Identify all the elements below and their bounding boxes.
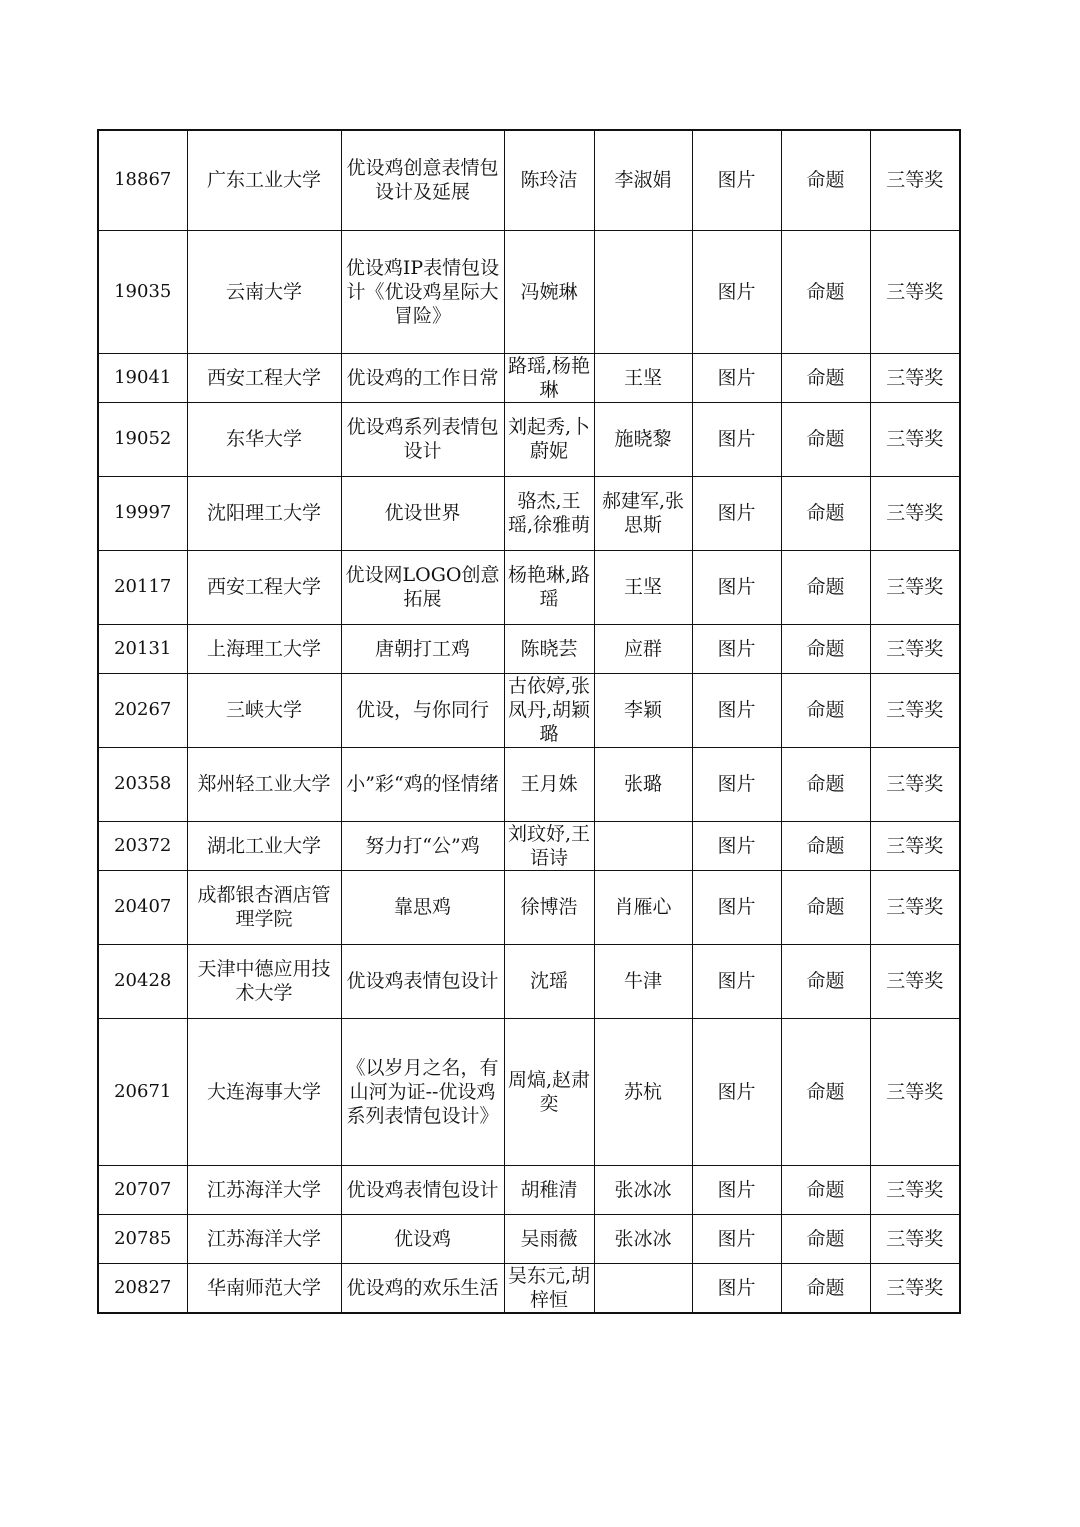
cell-advisor: 郝建军,张思斯 xyxy=(594,476,692,550)
cell-category: 命题 xyxy=(781,550,870,624)
cell-award: 三等奖 xyxy=(870,747,960,821)
cell-advisor: 王坚 xyxy=(594,353,692,402)
cell-id: 19041 xyxy=(98,353,187,402)
table-row xyxy=(98,747,960,821)
cell-id: 20372 xyxy=(98,821,187,870)
cell-authors: 胡稚清 xyxy=(504,1165,594,1214)
cell-title: 小”彩“鸡的怪情绪 xyxy=(341,747,504,821)
cell-school: 上海理工大学 xyxy=(187,624,341,673)
cell-award: 三等奖 xyxy=(870,230,960,353)
cell-advisor xyxy=(594,230,692,353)
cell-type: 图片 xyxy=(692,1263,781,1313)
cell-authors: 刘起秀,卜蔚妮 xyxy=(504,402,594,476)
cell-title: 优设鸡 xyxy=(341,1214,504,1263)
cell-title: 优设鸡的工作日常 xyxy=(341,353,504,402)
cell-id: 20407 xyxy=(98,870,187,944)
table-row xyxy=(98,1214,960,1263)
cell-school: 西安工程大学 xyxy=(187,353,341,402)
cell-school: 西安工程大学 xyxy=(187,550,341,624)
cell-authors: 陈晓芸 xyxy=(504,624,594,673)
cell-authors: 古依婷,张凤丹,胡颖璐 xyxy=(504,673,594,747)
cell-type: 图片 xyxy=(692,353,781,402)
cell-title: 优设网LOGO创意拓展 xyxy=(341,550,504,624)
cell-award: 三等奖 xyxy=(870,550,960,624)
cell-title: 优设鸡IP表情包设计《优设鸡星际大冒险》 xyxy=(341,230,504,353)
cell-authors: 陈玲洁 xyxy=(504,130,594,230)
cell-advisor: 肖雁心 xyxy=(594,870,692,944)
cell-category: 命题 xyxy=(781,476,870,550)
cell-id: 20428 xyxy=(98,944,187,1018)
cell-school: 江苏海洋大学 xyxy=(187,1165,341,1214)
table-row xyxy=(98,624,960,673)
table-row xyxy=(98,550,960,624)
cell-school: 湖北工业大学 xyxy=(187,821,341,870)
cell-type: 图片 xyxy=(692,130,781,230)
cell-authors: 骆杰,王瑶,徐雅萌 xyxy=(504,476,594,550)
cell-award: 三等奖 xyxy=(870,353,960,402)
cell-title: 优设鸡表情包设计 xyxy=(341,1165,504,1214)
cell-authors: 沈瑶 xyxy=(504,944,594,1018)
cell-title: 优设鸡表情包设计 xyxy=(341,944,504,1018)
cell-award: 三等奖 xyxy=(870,130,960,230)
cell-type: 图片 xyxy=(692,1214,781,1263)
cell-type: 图片 xyxy=(692,550,781,624)
cell-type: 图片 xyxy=(692,673,781,747)
cell-title: 努力打“公”鸡 xyxy=(341,821,504,870)
cell-type: 图片 xyxy=(692,476,781,550)
cell-advisor: 张冰冰 xyxy=(594,1165,692,1214)
table-row xyxy=(98,353,960,402)
table-row xyxy=(98,673,960,747)
cell-title: 唐朝打工鸡 xyxy=(341,624,504,673)
cell-authors: 路瑶,杨艳琳 xyxy=(504,353,594,402)
cell-school: 天津中德应用技术大学 xyxy=(187,944,341,1018)
cell-authors: 刘玟妤,王语诗 xyxy=(504,821,594,870)
cell-category: 命题 xyxy=(781,353,870,402)
cell-award: 三等奖 xyxy=(870,944,960,1018)
cell-advisor: 应群 xyxy=(594,624,692,673)
cell-id: 20707 xyxy=(98,1165,187,1214)
cell-advisor: 王坚 xyxy=(594,550,692,624)
cell-school: 云南大学 xyxy=(187,230,341,353)
cell-id: 20827 xyxy=(98,1263,187,1313)
cell-id: 19052 xyxy=(98,402,187,476)
cell-type: 图片 xyxy=(692,230,781,353)
cell-type: 图片 xyxy=(692,821,781,870)
cell-award: 三等奖 xyxy=(870,673,960,747)
cell-type: 图片 xyxy=(692,1165,781,1214)
cell-award: 三等奖 xyxy=(870,402,960,476)
cell-school: 三峡大学 xyxy=(187,673,341,747)
cell-category: 命题 xyxy=(781,230,870,353)
cell-title: 优设鸡创意表情包设计及延展 xyxy=(341,130,504,230)
cell-school: 东华大学 xyxy=(187,402,341,476)
cell-school: 郑州轻工业大学 xyxy=(187,747,341,821)
table-row xyxy=(98,476,960,550)
cell-authors: 冯婉琳 xyxy=(504,230,594,353)
cell-id: 20785 xyxy=(98,1214,187,1263)
cell-award: 三等奖 xyxy=(870,624,960,673)
cell-school: 广东工业大学 xyxy=(187,130,341,230)
table-row xyxy=(98,1263,960,1313)
cell-id: 20117 xyxy=(98,550,187,624)
cell-authors: 吴雨薇 xyxy=(504,1214,594,1263)
cell-category: 命题 xyxy=(781,944,870,1018)
cell-authors: 王月姝 xyxy=(504,747,594,821)
cell-school: 大连海事大学 xyxy=(187,1018,341,1165)
cell-title: 靠思鸡 xyxy=(341,870,504,944)
cell-award: 三等奖 xyxy=(870,1214,960,1263)
cell-category: 命题 xyxy=(781,821,870,870)
cell-category: 命题 xyxy=(781,747,870,821)
cell-title: 《以岁月之名，有山河为证--优设鸡系列表情包设计》 xyxy=(341,1018,504,1165)
table-row xyxy=(98,821,960,870)
cell-authors: 杨艳琳,路瑶 xyxy=(504,550,594,624)
table-row xyxy=(98,944,960,1018)
cell-id: 19035 xyxy=(98,230,187,353)
cell-school: 沈阳理工大学 xyxy=(187,476,341,550)
cell-title: 优设世界 xyxy=(341,476,504,550)
cell-advisor: 苏杭 xyxy=(594,1018,692,1165)
cell-title: 优设鸡系列表情包设计 xyxy=(341,402,504,476)
cell-category: 命题 xyxy=(781,1214,870,1263)
table-row xyxy=(98,402,960,476)
cell-title: 优设鸡的欢乐生活 xyxy=(341,1263,504,1313)
cell-award: 三等奖 xyxy=(870,476,960,550)
table-row xyxy=(98,230,960,353)
cell-id: 19997 xyxy=(98,476,187,550)
table-row xyxy=(98,130,960,230)
cell-authors: 吴东元,胡梓恒 xyxy=(504,1263,594,1313)
cell-advisor: 李淑娟 xyxy=(594,130,692,230)
cell-school: 华南师范大学 xyxy=(187,1263,341,1313)
cell-authors: 徐博浩 xyxy=(504,870,594,944)
cell-category: 命题 xyxy=(781,402,870,476)
award-table xyxy=(97,129,961,1314)
cell-id: 20131 xyxy=(98,624,187,673)
cell-award: 三等奖 xyxy=(870,1018,960,1165)
cell-id: 20671 xyxy=(98,1018,187,1165)
cell-authors: 周熇,赵肃奕 xyxy=(504,1018,594,1165)
cell-advisor xyxy=(594,1263,692,1313)
cell-award: 三等奖 xyxy=(870,821,960,870)
cell-id: 18867 xyxy=(98,130,187,230)
cell-advisor: 张璐 xyxy=(594,747,692,821)
cell-category: 命题 xyxy=(781,673,870,747)
cell-advisor: 施晓黎 xyxy=(594,402,692,476)
table-row xyxy=(98,1165,960,1214)
cell-award: 三等奖 xyxy=(870,1263,960,1313)
cell-advisor: 李颖 xyxy=(594,673,692,747)
cell-category: 命题 xyxy=(781,624,870,673)
cell-award: 三等奖 xyxy=(870,1165,960,1214)
cell-school: 成都银杏酒店管理学院 xyxy=(187,870,341,944)
cell-id: 20267 xyxy=(98,673,187,747)
table-row xyxy=(98,1018,960,1165)
cell-category: 命题 xyxy=(781,130,870,230)
cell-category: 命题 xyxy=(781,1263,870,1313)
cell-category: 命题 xyxy=(781,870,870,944)
cell-advisor: 牛津 xyxy=(594,944,692,1018)
cell-title: 优设，与你同行 xyxy=(341,673,504,747)
cell-category: 命题 xyxy=(781,1165,870,1214)
table-row xyxy=(98,870,960,944)
cell-type: 图片 xyxy=(692,870,781,944)
cell-award: 三等奖 xyxy=(870,870,960,944)
cell-type: 图片 xyxy=(692,944,781,1018)
cell-category: 命题 xyxy=(781,1018,870,1165)
cell-advisor xyxy=(594,821,692,870)
cell-advisor: 张冰冰 xyxy=(594,1214,692,1263)
cell-type: 图片 xyxy=(692,747,781,821)
cell-id: 20358 xyxy=(98,747,187,821)
cell-type: 图片 xyxy=(692,402,781,476)
cell-type: 图片 xyxy=(692,1018,781,1165)
cell-type: 图片 xyxy=(692,624,781,673)
cell-school: 江苏海洋大学 xyxy=(187,1214,341,1263)
